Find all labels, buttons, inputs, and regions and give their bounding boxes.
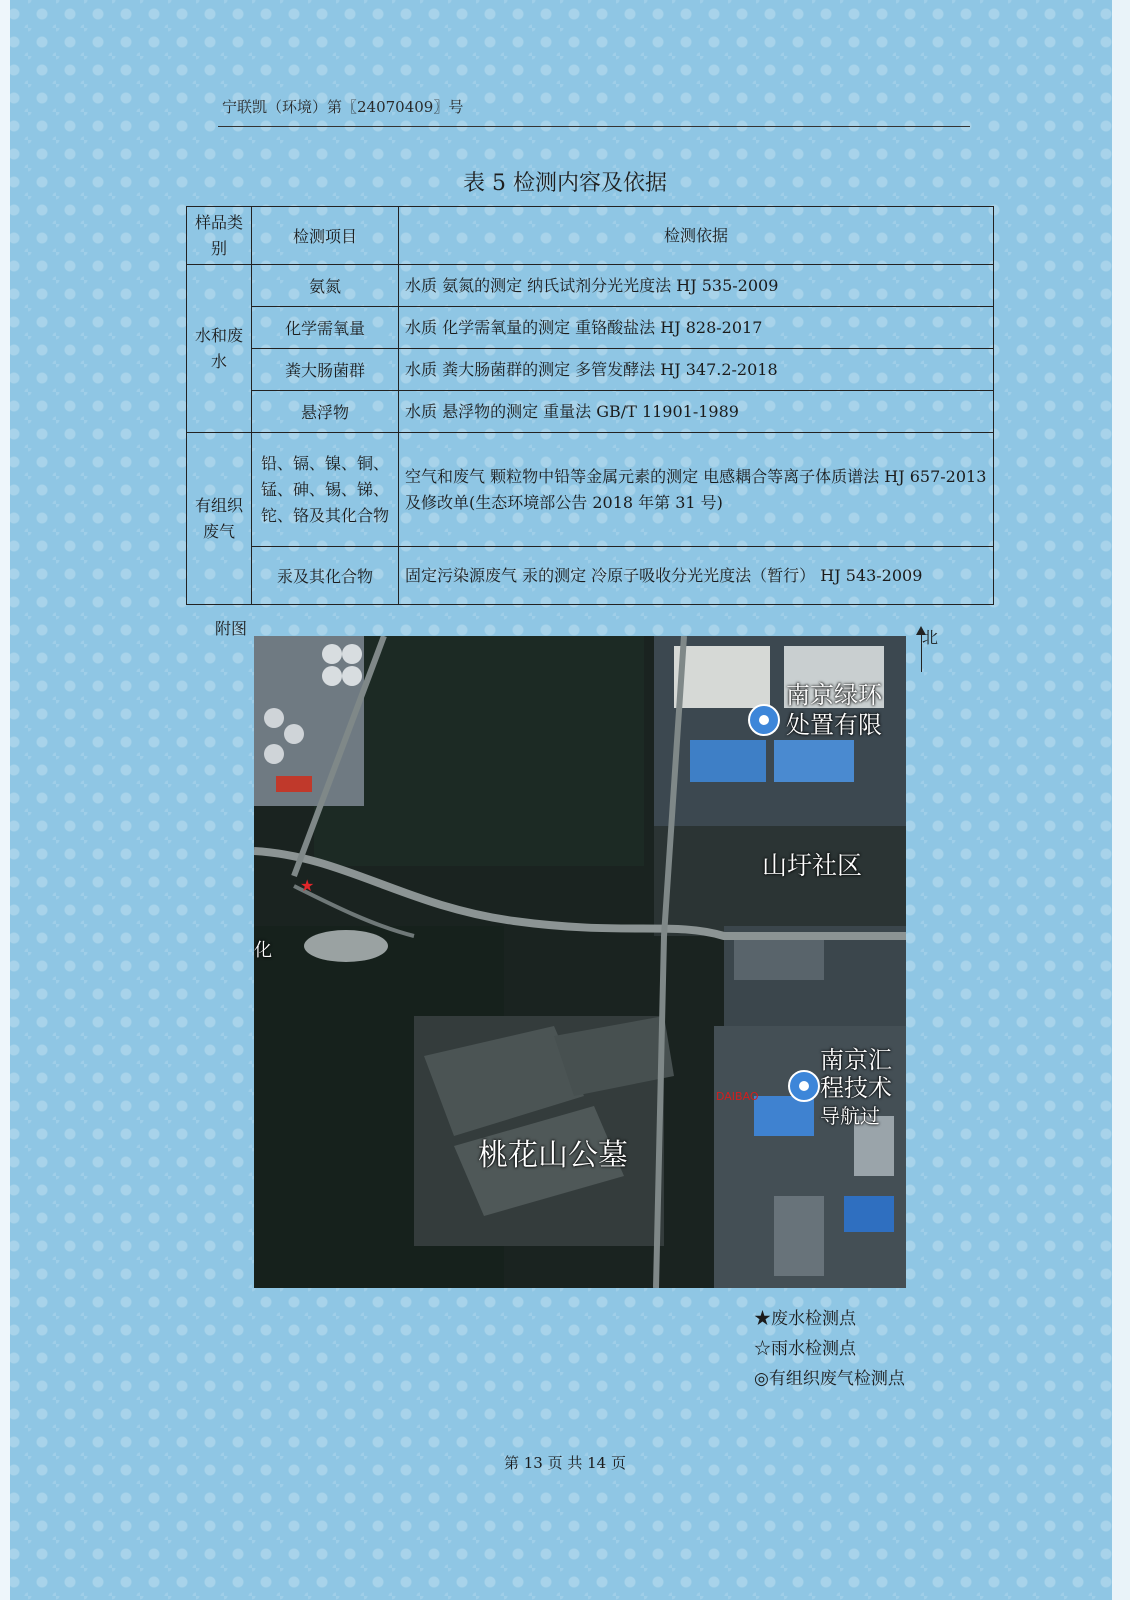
header-detection-basis: 检测依据 (399, 207, 994, 265)
basis-cell: 水质 氨氮的测定 纳氏试剂分光光度法 HJ 535-2009 (399, 265, 994, 307)
north-label: 北 (922, 628, 939, 647)
item-cell: 化学需氧量 (252, 307, 399, 349)
wastewater-point-star-icon: ★ (300, 876, 315, 895)
map-label-cemetery: 桃花山公墓 (478, 1138, 628, 1173)
basis-cell: 水质 悬浮物的测定 重量法 GB/T 11901-1989 (399, 391, 994, 433)
item-cell: 汞及其化合物 (252, 547, 399, 605)
item-cell: 氨氮 (252, 265, 399, 307)
item-cell: 铅、镉、镍、铜、锰、砷、锡、锑、铊、铬及其化合物 (252, 433, 399, 547)
satellite-map (254, 636, 906, 1288)
table-title: 表 5 检测内容及依据 (463, 171, 667, 196)
table-row (187, 433, 994, 547)
map-label-community: 山圩社区 (762, 851, 863, 880)
legend-exhaust: ◎有组织废气检测点 (754, 1369, 905, 1389)
map-label-company-1: 南京绿环 处置有限 (786, 681, 882, 739)
header-detection-item: 检测项目 (252, 207, 399, 265)
basis-cell: 水质 粪大肠菌群的测定 多管发酵法 HJ 347.2-2018 (399, 349, 994, 391)
basis-cell: 固定污染源废气 汞的测定 冷原子吸收分光光度法（暂行） HJ 543-2009 (399, 547, 994, 605)
category-water: 水和废水 (187, 265, 252, 433)
header-rule (218, 126, 970, 127)
location-pin-icon (788, 1070, 820, 1102)
page-edge-left (0, 0, 10, 1600)
item-cell: 悬浮物 (252, 391, 399, 433)
legend-rainwater: ☆雨水检测点 (754, 1339, 856, 1359)
report-reference: 宁联凯（环境）第〖24070409〗号 (222, 98, 464, 116)
table-row (187, 307, 994, 349)
detection-basis-table (186, 206, 994, 605)
table-header-row (187, 207, 994, 265)
table-row (187, 391, 994, 433)
page-number: 第 13 页 共 14 页 (503, 1454, 626, 1472)
figure-label: 附图 (215, 619, 248, 638)
basis-cell: 水质 化学需氧量的测定 重铬酸盐法 HJ 828-2017 (399, 307, 994, 349)
table-row (187, 547, 994, 605)
table-row (187, 265, 994, 307)
legend-wastewater: ★废水检测点 (754, 1309, 856, 1329)
map-red-text: DAIBAO (716, 1090, 759, 1103)
header-sample-category: 样品类别 (187, 207, 252, 265)
location-pin-icon (748, 704, 780, 736)
map-label-company-2: 南京汇 程技术 导航过 (820, 1046, 892, 1128)
table-row (187, 349, 994, 391)
item-cell: 粪大肠菌群 (252, 349, 399, 391)
map-legend (754, 1304, 905, 1394)
page-edge-right (1112, 0, 1130, 1600)
map-label-edge: 化 (254, 940, 272, 961)
category-exhaust: 有组织废气 (187, 433, 252, 605)
basis-cell: 空气和废气 颗粒物中铅等金属元素的测定 电感耦合等离子体质谱法 HJ 657-2013 及修改单(生态环境部公告 2018 年第 31 号) (399, 433, 994, 547)
